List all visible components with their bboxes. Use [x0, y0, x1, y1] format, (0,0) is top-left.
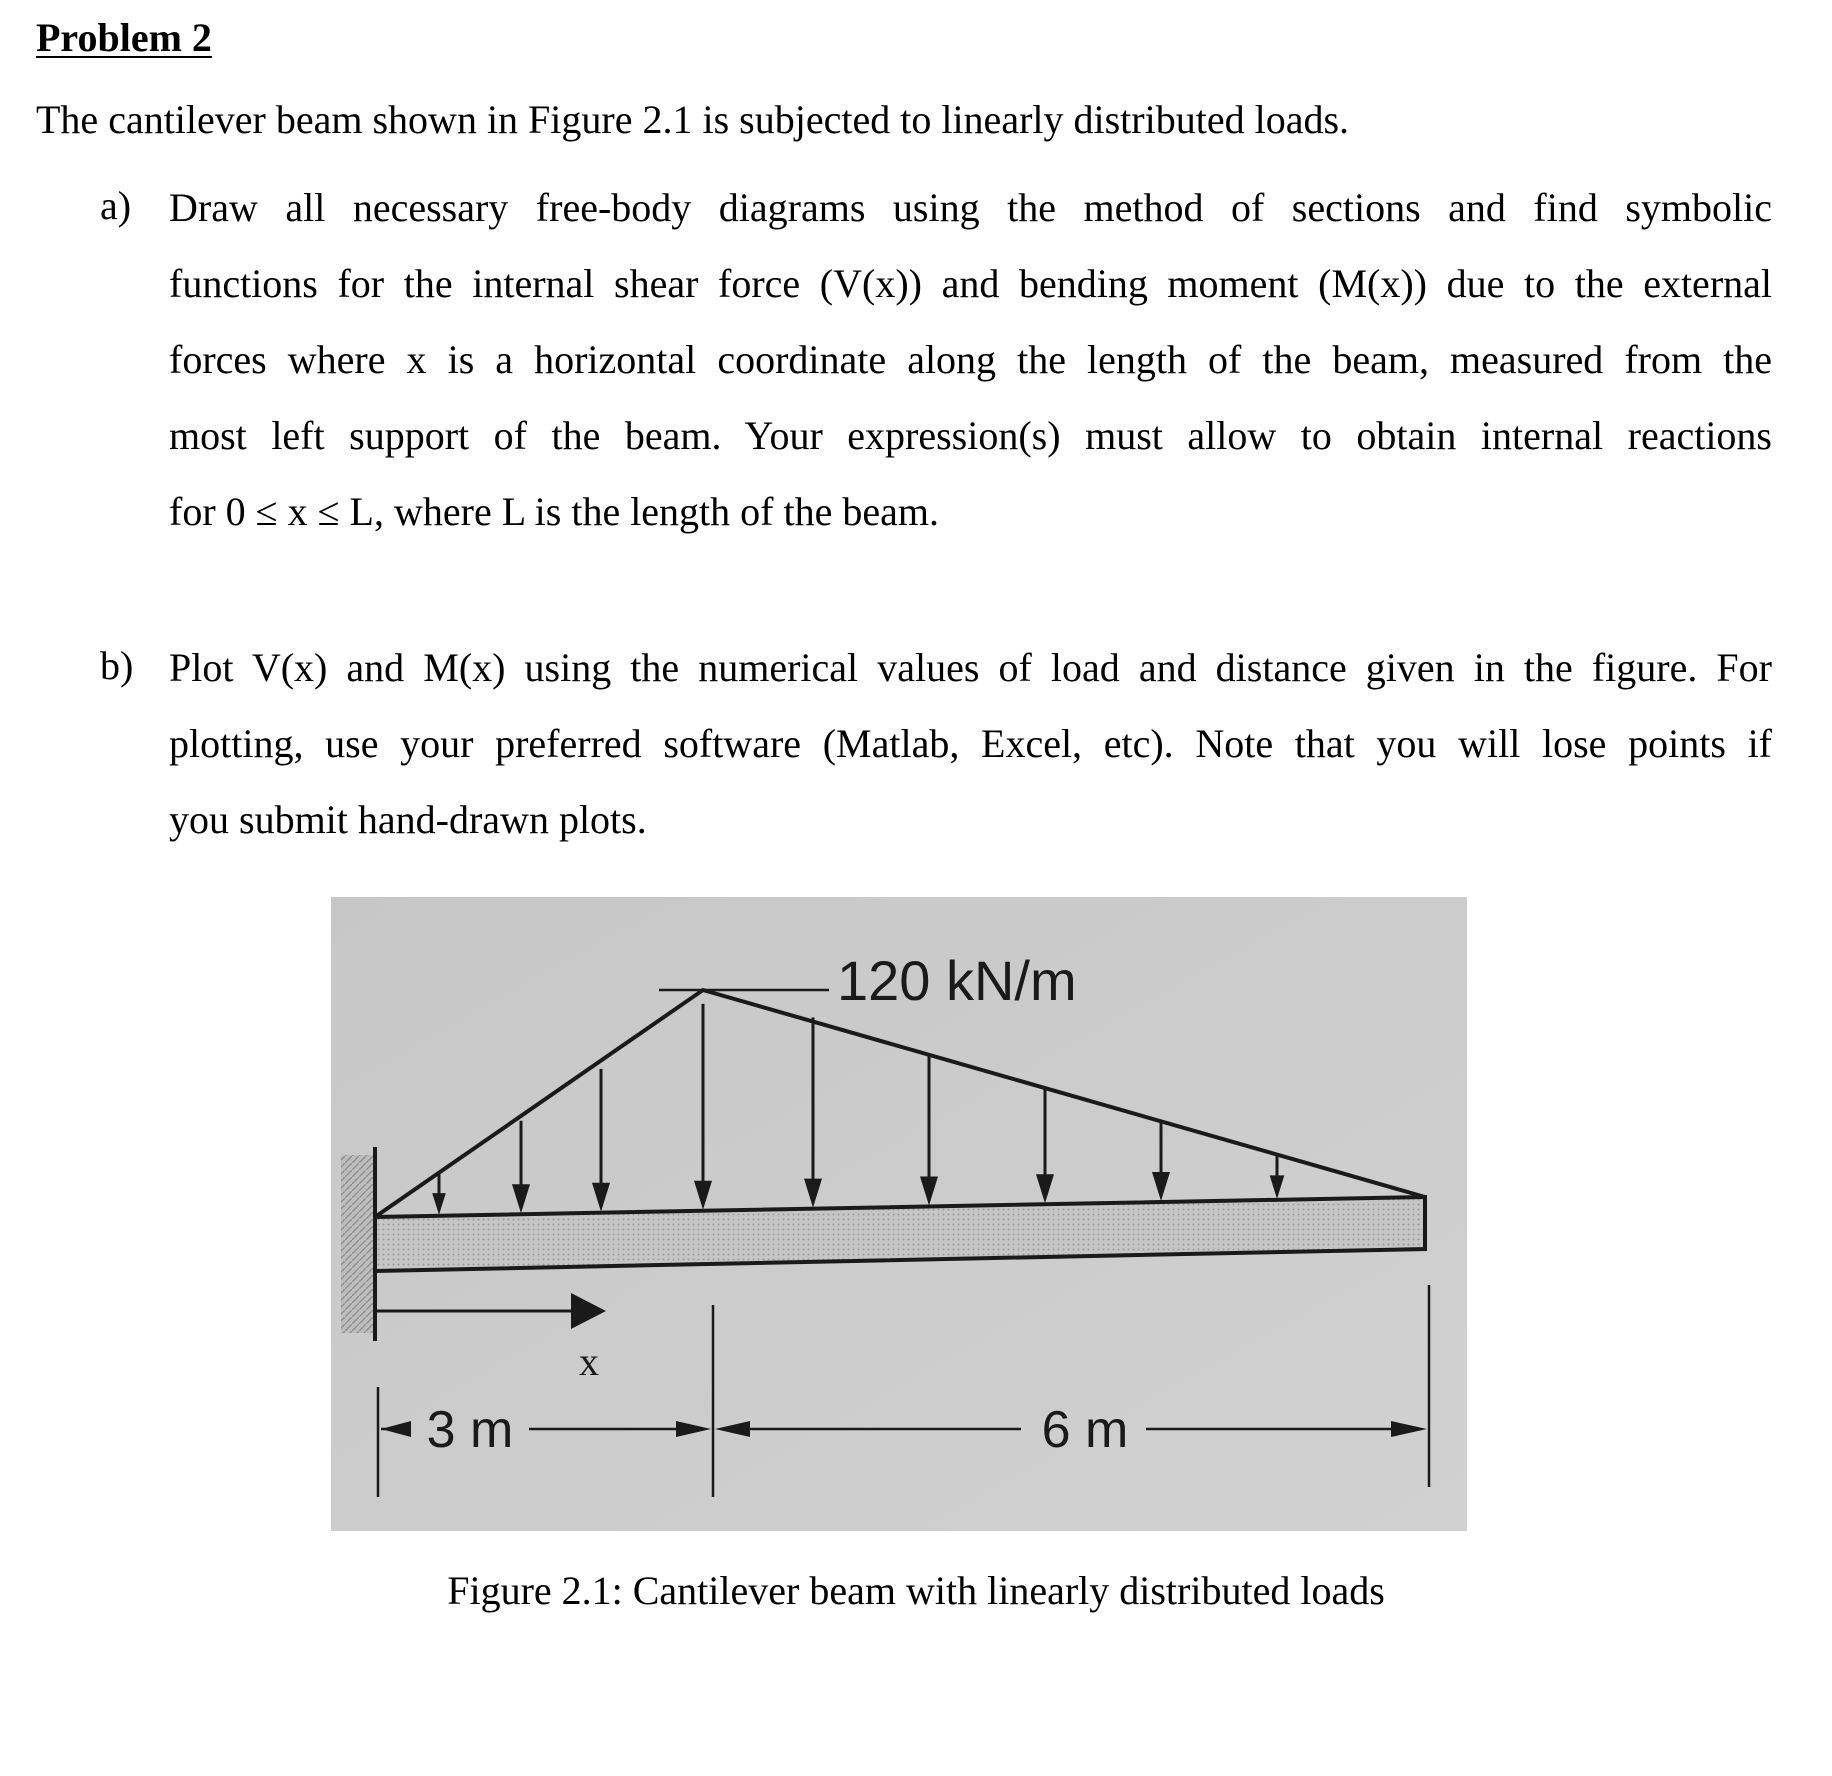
beam-figure	[331, 897, 1467, 1531]
item-a-text	[169, 170, 1772, 550]
item-a-line: for 0 ≤ x ≤ L, where L is the length of the beam.	[169, 489, 939, 534]
item-b-label: b)	[100, 643, 134, 688]
dim-6m-label: 6 m	[1041, 1401, 1129, 1459]
x-coordinate-label: x	[579, 1339, 599, 1384]
item-b-text	[169, 630, 1772, 858]
item-a-line: functions for the internal shear force (V(x)) and bending moment (M(x)) due to the external	[169, 261, 1772, 306]
item-a-label: a)	[100, 183, 132, 228]
item-b-line: plotting, use your preferred software (Matlab, Excel, etc). Note that you will lose points if	[169, 721, 1772, 766]
item-b-line: Plot V(x) and M(x) using the numerical values of load and distance given in the figure. For	[169, 645, 1772, 690]
load-intensity-label: 120 kN/m	[837, 949, 1077, 1012]
fixed-support	[341, 1155, 375, 1333]
problem-heading: Problem 2	[36, 15, 212, 60]
dim-3m-label: 3 m	[426, 1401, 514, 1459]
item-a-line: forces where x is a horizontal coordinate along the length of the beam, measured from the	[169, 337, 1772, 382]
intro-paragraph: The cantilever beam shown in Figure 2.1 is subjected to linearly distributed loads.	[36, 97, 1350, 142]
item-b-line: you submit hand-drawn plots.	[169, 797, 647, 842]
figure-caption: Figure 2.1: Cantilever beam with linearly distributed loads	[447, 1568, 1385, 1613]
item-a-line: most left support of the beam. Your expression(s) must allow to obtain internal reactions	[169, 413, 1772, 458]
item-a-line: Draw all necessary free-body diagrams using the method of sections and find symbolic	[169, 185, 1772, 230]
